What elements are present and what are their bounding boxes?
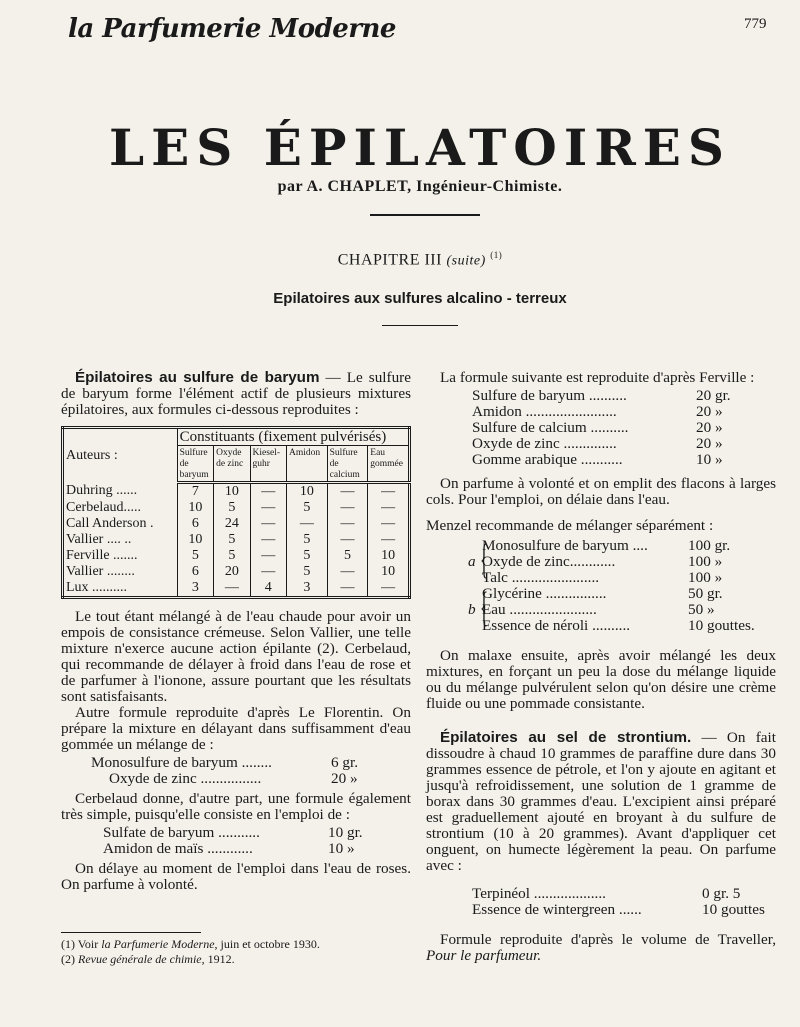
paragraph-text: Formule reproduite d'après le volume de Traveller, <box>440 931 776 948</box>
table-cell: — <box>250 516 286 532</box>
table-cell: 10 <box>368 564 410 580</box>
paragraph: La formule suivante est reproduite d'après Ferville : <box>440 369 755 386</box>
left-column <box>61 370 411 893</box>
table-cell: — <box>368 580 410 598</box>
quantity: 20 » <box>331 770 358 787</box>
column-header: Sulfure de baryum <box>177 446 213 483</box>
table-cell: 4 <box>250 580 286 598</box>
brace-icon: { <box>480 585 489 631</box>
quantity: 50 gr. <box>688 585 723 602</box>
table-cell: 5 <box>214 500 250 516</box>
author-name: Cerbelaud..... <box>66 500 142 515</box>
table-cell: 6 <box>177 564 213 580</box>
paragraph: On parfume à volonté et on emplit des flacons à larges cols. Pour l'emploi, on délaie dans l'eau. <box>426 475 776 508</box>
table-cell: 10 <box>177 532 213 548</box>
paragraph-text: — On fait dissoudre à chaud 10 grammes de paraffine dure dans 30 grammes essence de pétrole, et l'on y ajoute en agitant et jusqu'à refroidissement, une solution de 1 gramme de borax dans 30 grammes d'eau. L'excipient ainsi préparé est graduellement ajouté en broyant à du sulfure de strontium (10 à 20 grammes). Avant d'appliquer cet onguent, on humecte légèrement la peau. On parfume avec : <box>426 729 776 874</box>
formula-list <box>426 388 776 468</box>
section-heading: Épilatoires au sulfure de baryum <box>75 369 320 386</box>
group-label-a: a <box>468 553 476 570</box>
author-name: Lux .......... <box>66 580 128 595</box>
column-header: Kiesel-guhr <box>250 446 286 483</box>
author-name: Duhring ...... <box>66 483 138 499</box>
ingredient: Sulfure de baryum .......... <box>472 387 627 404</box>
quantity: 20 » <box>696 403 723 420</box>
byline: par A. CHAPLET, Ingénieur-Chimiste. <box>277 178 563 195</box>
table-row <box>63 483 410 501</box>
table-row <box>63 516 410 532</box>
ingredient: Essence de wintergreen ...... <box>472 901 642 918</box>
table-cell: 20 <box>214 564 250 580</box>
author-name: Vallier ........ <box>66 564 135 579</box>
table-cell: — <box>250 500 286 516</box>
ingredient: Amidon ........................ <box>472 403 617 420</box>
quantity: 100 » <box>688 553 723 570</box>
formula-group-a <box>426 538 776 586</box>
table-row <box>63 548 410 564</box>
formula-row <box>482 554 776 570</box>
brace-icon: { <box>480 537 489 583</box>
ingredient: Sulfate de baryum ........... <box>103 824 260 841</box>
formula-list <box>61 825 411 857</box>
section-heading: Épilatoires au sel de strontium. <box>440 729 692 746</box>
footnotes <box>61 932 411 967</box>
table-cell: — <box>250 564 286 580</box>
group-label-b: b <box>468 601 476 618</box>
quantity: 10 gouttes. <box>688 617 755 634</box>
table-cell: 5 <box>327 548 368 564</box>
table-cell: — <box>368 516 410 532</box>
ingredient: Terpinéol ................... <box>472 885 606 902</box>
quantity: 20 » <box>696 419 723 436</box>
column-header: Amidon <box>287 446 328 483</box>
table-cell: 5 <box>287 532 328 548</box>
footnote-rule <box>61 932 201 933</box>
chapter-suite: (suite) <box>446 253 486 269</box>
formula-list <box>61 755 411 787</box>
quantity: 50 » <box>688 601 715 618</box>
column-header: Eau gommée <box>368 446 410 483</box>
paragraph: On malaxe ensuite, après avoir mélangé les deux mixtures, en forçant un peu la dose du mélange liquide ou du mélange pulvérulent selon qu'on désire une crème fluide ou une pommade consistante. <box>426 647 776 712</box>
ingredient: Eau ....................... <box>482 601 597 618</box>
paragraph: Cerbelaud donne, d'autre part, une formule également très simple, puisqu'elle consiste en l'emploi de : <box>61 790 411 823</box>
ingredient: Oxyde de zinc ................ <box>109 770 262 787</box>
column-header: Oxyde de zinc <box>214 446 250 483</box>
ingredient: Gomme arabique ........... <box>472 451 623 468</box>
table-cell: 24 <box>214 516 250 532</box>
formula-row <box>472 886 776 902</box>
constituents-table <box>61 426 411 599</box>
author-name: Vallier .... .. <box>66 532 132 547</box>
masthead: la Parfumerie Moderne <box>68 14 396 44</box>
quantity: 10 » <box>328 840 355 857</box>
quantity: 10 gr. <box>328 824 363 841</box>
authors-header: Auteurs : <box>66 447 118 463</box>
table-cell: — <box>327 564 368 580</box>
formula-row <box>472 388 776 404</box>
subtitle: Epilatoires aux sulfures alcalino - terreux <box>273 290 567 307</box>
table-cell: — <box>368 500 410 516</box>
table-cell: — <box>368 483 410 501</box>
paragraph-text: — Le sulfure de baryum forme l'élément actif de plusieurs mixtures épilatoires, aux formules ci-dessous reproduites : <box>61 369 411 418</box>
paragraph <box>61 370 411 418</box>
formula-row <box>472 452 776 468</box>
footnote-text: , 1912. <box>201 952 235 966</box>
table-cell: 10 <box>368 548 410 564</box>
formula-row <box>103 841 411 857</box>
table-cell: — <box>250 532 286 548</box>
formula-group-b <box>426 586 776 634</box>
footnote-text: (2) <box>61 952 78 966</box>
right-column <box>426 370 776 964</box>
footnote-text: (1) Voir <box>61 937 102 951</box>
table-row <box>63 580 410 598</box>
paragraph: Autre formule reproduite d'après Le Florentin. On prépare la mixture en délayant dans suffisamment d'eau gommée un mélange de : <box>61 704 411 753</box>
paragraph: Le tout étant mélangé à de l'eau chaude pour avoir un empois de consistance crémeuse. Selon Vallier, une telle mixture n'exerce aucune action épilante (2). Cerbelaud, qui recommande de délayer à froid dans l'eau de rose et de parfumer à l'ionone, assure pourtant que les résultats sont satisfaisants. <box>61 608 411 705</box>
table-cell: — <box>250 483 286 501</box>
table-cell: 5 <box>287 500 328 516</box>
formula-row <box>482 570 776 586</box>
table-cell: 10 <box>287 483 328 501</box>
ingredient: Monosulfure de baryum ........ <box>91 754 272 771</box>
chapter-footnote-ref: (1) <box>490 250 503 260</box>
author-name: Call Anderson . <box>66 516 154 531</box>
table-cell: 3 <box>287 580 328 598</box>
table-cell: — <box>327 483 368 501</box>
article-title: LES ÉPILATOIRES <box>108 118 732 177</box>
formula-row <box>472 902 776 918</box>
quantity: 0 gr. 5 <box>702 885 741 902</box>
ingredient: Glycérine ................ <box>482 585 607 602</box>
table-cell: — <box>327 500 368 516</box>
formula-row <box>472 404 776 420</box>
ingredient: Monosulfure de baryum .... <box>482 537 648 554</box>
table-cell: 10 <box>177 500 213 516</box>
formula-row <box>482 586 776 602</box>
table-cell: 5 <box>287 564 328 580</box>
quantity: 20 gr. <box>696 387 731 404</box>
footnote-1 <box>61 937 411 952</box>
table-cell: — <box>327 580 368 598</box>
paragraph <box>426 730 776 874</box>
ingredient: Sulfure de calcium .......... <box>472 419 629 436</box>
formula-row <box>482 602 776 618</box>
table-cell: 10 <box>214 483 250 501</box>
quantity: 10 » <box>696 451 723 468</box>
table-cell: 5 <box>214 532 250 548</box>
table-cell: — <box>250 548 286 564</box>
ingredient: Amidon de maïs ............ <box>103 840 253 857</box>
quantity: 10 gouttes <box>702 901 765 918</box>
title-rule <box>370 214 480 216</box>
table-cell: — <box>327 516 368 532</box>
formula-row <box>482 538 776 554</box>
book-title: Pour le parfumeur. <box>426 947 542 964</box>
footnote-text: , juin et octobre 1930. <box>214 937 320 951</box>
author-name: Ferville ....... <box>66 548 138 563</box>
table-cell: 5 <box>214 548 250 564</box>
table-cell: 5 <box>287 548 328 564</box>
table-cell: 7 <box>177 483 213 501</box>
quantity: 20 » <box>696 435 723 452</box>
formula-row <box>91 755 411 771</box>
formula-row <box>103 825 411 841</box>
ingredient: Essence de néroli .......... <box>482 617 631 634</box>
table-cell: 6 <box>177 516 213 532</box>
column-header: Sulfure de calcium <box>327 446 368 483</box>
formula-list <box>426 886 776 918</box>
footnote-2 <box>61 952 411 967</box>
formula-row <box>472 436 776 452</box>
table-cell: — <box>368 532 410 548</box>
constituents-group-header: Constituants (fixement pulvérisés) <box>177 428 409 446</box>
table-row <box>63 500 410 516</box>
formula-row <box>472 420 776 436</box>
table-cell: 5 <box>177 548 213 564</box>
quantity: 6 gr. <box>331 754 359 771</box>
formula-row <box>91 771 411 787</box>
chapter-label: CHAPITRE III <box>337 251 442 269</box>
paragraph <box>426 932 776 964</box>
ingredient: Oxyde de zinc............ <box>482 553 616 570</box>
chapter-heading <box>0 250 800 269</box>
paragraph: On délaye au moment de l'emploi dans l'eau de roses. On parfume à volonté. <box>61 860 411 893</box>
table-row <box>63 564 410 580</box>
subtitle-rule <box>382 325 458 326</box>
quantity: 100 » <box>688 569 723 586</box>
table-cell: — <box>214 580 250 598</box>
paragraph: Menzel recommande de mélanger séparément : <box>426 517 714 534</box>
quantity: 100 gr. <box>688 537 731 554</box>
table-row <box>63 532 410 548</box>
table-cell: 3 <box>177 580 213 598</box>
footnote-source: Revue générale de chimie <box>78 952 202 966</box>
ingredient: Talc ....................... <box>482 569 600 586</box>
page-number: 779 <box>744 16 767 32</box>
footnote-source: la Parfumerie Moderne <box>101 937 215 951</box>
table-cell: — <box>287 516 328 532</box>
formula-row <box>482 618 776 634</box>
table-cell: — <box>327 532 368 548</box>
ingredient: Oxyde de zinc .............. <box>472 435 617 452</box>
